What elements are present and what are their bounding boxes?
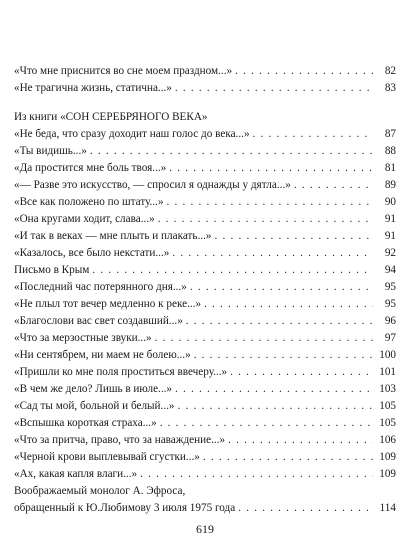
toc-entry-page: 81 (384, 162, 396, 174)
toc-entry-title: «И так в веках — мне плыть и плакать...» (14, 230, 212, 242)
toc-entry-title: «Не трагична жизнь, статична...» (14, 82, 172, 94)
toc-entry-title: «Что за мерзостные звуки...» (14, 332, 152, 344)
toc-entry (14, 296, 396, 313)
toc-entry (14, 313, 396, 330)
toc-leader-dots (160, 415, 373, 432)
toc-entry-title: «Да простится мне боль твоя...» (14, 162, 167, 174)
toc-entry-page: 106 (379, 434, 396, 446)
toc-entry (14, 262, 396, 279)
toc-entry-title: Письмо в Крым (14, 264, 90, 276)
toc-entry (14, 364, 396, 381)
toc-entry-page: 101 (379, 366, 396, 378)
toc-entry (14, 228, 396, 245)
toc-entry-title: «Не плыл тот вечер медленно к реке...» (14, 298, 202, 310)
toc-entry (14, 381, 396, 398)
toc-entry-title: «Все как положено по штату...» (14, 196, 164, 208)
toc-entry-page: 91 (384, 213, 396, 225)
toc-more-list (14, 279, 396, 483)
toc-entry-title: «Ты видишь...» (14, 145, 87, 157)
toc-entry-page: 105 (379, 417, 396, 429)
toc-leader-dots (175, 80, 373, 97)
toc-entry-page: 109 (379, 468, 396, 480)
toc-entry-title: «Что мне приснится во сне моем праздном...» (14, 65, 233, 77)
toc-entry-page: 90 (384, 196, 396, 208)
toc-entry-title: «Не беда, что сразу доходит наш голос до века...» (14, 128, 250, 140)
toc-entry-page: 87 (384, 128, 396, 140)
toc-leader-dots (178, 398, 373, 415)
toc-entry-page: 105 (379, 400, 396, 412)
toc-entry-title: «Что за притча, право, что за наваждение...» (14, 434, 226, 446)
toc-leader-dots (194, 347, 373, 364)
toc-leader-dots (90, 143, 373, 160)
toc-entry-title: Воображаемый монолог А. Эфроса, (14, 485, 186, 497)
toc-entry (14, 160, 396, 177)
table-of-contents (14, 63, 396, 517)
page-number: 619 (196, 522, 214, 536)
toc-entry-page: 88 (384, 145, 396, 157)
toc-leader-dots (167, 194, 373, 211)
toc-leader-dots (238, 500, 373, 517)
toc-entry-title: «— Разве это искусство, — спросил я однажды у дятла...» (14, 179, 291, 191)
toc-entry-page: 109 (379, 451, 396, 463)
toc-leader-dots (294, 177, 373, 194)
toc-leader-dots (175, 381, 373, 398)
toc-leader-dots (158, 211, 373, 228)
toc-leader-dots (253, 126, 373, 143)
toc-entry-page: 89 (384, 179, 396, 191)
toc-entry (14, 432, 396, 449)
toc-entry-page: 92 (384, 247, 396, 259)
toc-entry (14, 63, 396, 80)
toc-entry (14, 398, 396, 415)
toc-entry-page: 103 (379, 383, 396, 395)
toc-entry (14, 177, 396, 194)
toc-entry (14, 500, 396, 517)
toc-entry-title: «Казалось, все было некстати...» (14, 247, 170, 259)
toc-entry (14, 330, 396, 347)
toc-entry-title: «Черной крови выплевывай сгустки...» (14, 451, 200, 463)
toc-leader-dots (204, 296, 373, 313)
toc-entry (14, 80, 396, 97)
toc-leader-dots (228, 432, 373, 449)
toc-entry (14, 347, 396, 364)
toc-entry-title: «Сад ты мой, больной и белый...» (14, 400, 175, 412)
toc-entry-page: 83 (384, 82, 396, 94)
toc-entry-page: 97 (384, 332, 396, 344)
toc-section-list (14, 126, 396, 262)
toc-entry-title: «Ни сентябрем, ни маем не болею...» (14, 349, 191, 361)
toc-entry-page: 114 (379, 502, 396, 514)
toc-entry-page: 95 (384, 281, 396, 293)
toc-entry-page: 82 (384, 65, 396, 77)
toc-entry (14, 245, 396, 262)
toc-entry (14, 279, 396, 296)
toc-leader-dots (92, 262, 373, 279)
toc-leader-dots (169, 160, 373, 177)
toc-leader-dots (190, 279, 373, 296)
toc-entry (14, 126, 396, 143)
toc-leader-dots (215, 228, 373, 245)
toc-leader-dots (140, 466, 373, 483)
toc-leader-dots (203, 449, 373, 466)
toc-entry-title: «Благослови вас свет создавший...» (14, 315, 183, 327)
toc-entry-title: «Вспышка короткая страха...» (14, 417, 157, 429)
toc-entry-page: 91 (384, 230, 396, 242)
toc-leader-dots (172, 245, 373, 262)
toc-entry (14, 449, 396, 466)
toc-leader-dots (235, 63, 373, 80)
toc-entry (14, 466, 396, 483)
toc-entry (14, 143, 396, 160)
toc-entry-page: 100 (379, 349, 396, 361)
toc-entry-title: «Ах, какая капля влаги...» (14, 468, 138, 480)
toc-entry-page: 95 (384, 298, 396, 310)
toc-leader-dots (230, 364, 373, 381)
toc-entry-title: «В чем же дело? Лишь в июле...» (14, 383, 173, 395)
section-heading: Из книги «СОН СЕРЕБРЯНОГО ВЕКА» (14, 111, 208, 123)
toc-entry-title: «Она кругами ходит, слава...» (14, 213, 155, 225)
toc-leader-dots (155, 330, 373, 347)
toc-entry (14, 194, 396, 211)
toc-entry-title: «Последний час потерянного дня...» (14, 281, 187, 293)
toc-leader-dots (186, 313, 373, 330)
toc-entry (14, 211, 396, 228)
toc-entry-title: обращенный к Ю.Любимову 3 июля 1975 года (14, 502, 236, 514)
toc-entry-title: «Пришли ко мне поля проститься ввечеру...» (14, 366, 228, 378)
toc-entry-page: 96 (384, 315, 396, 327)
toc-entry (14, 415, 396, 432)
toc-entry-page: 94 (384, 264, 396, 276)
toc-top-list (14, 63, 396, 97)
